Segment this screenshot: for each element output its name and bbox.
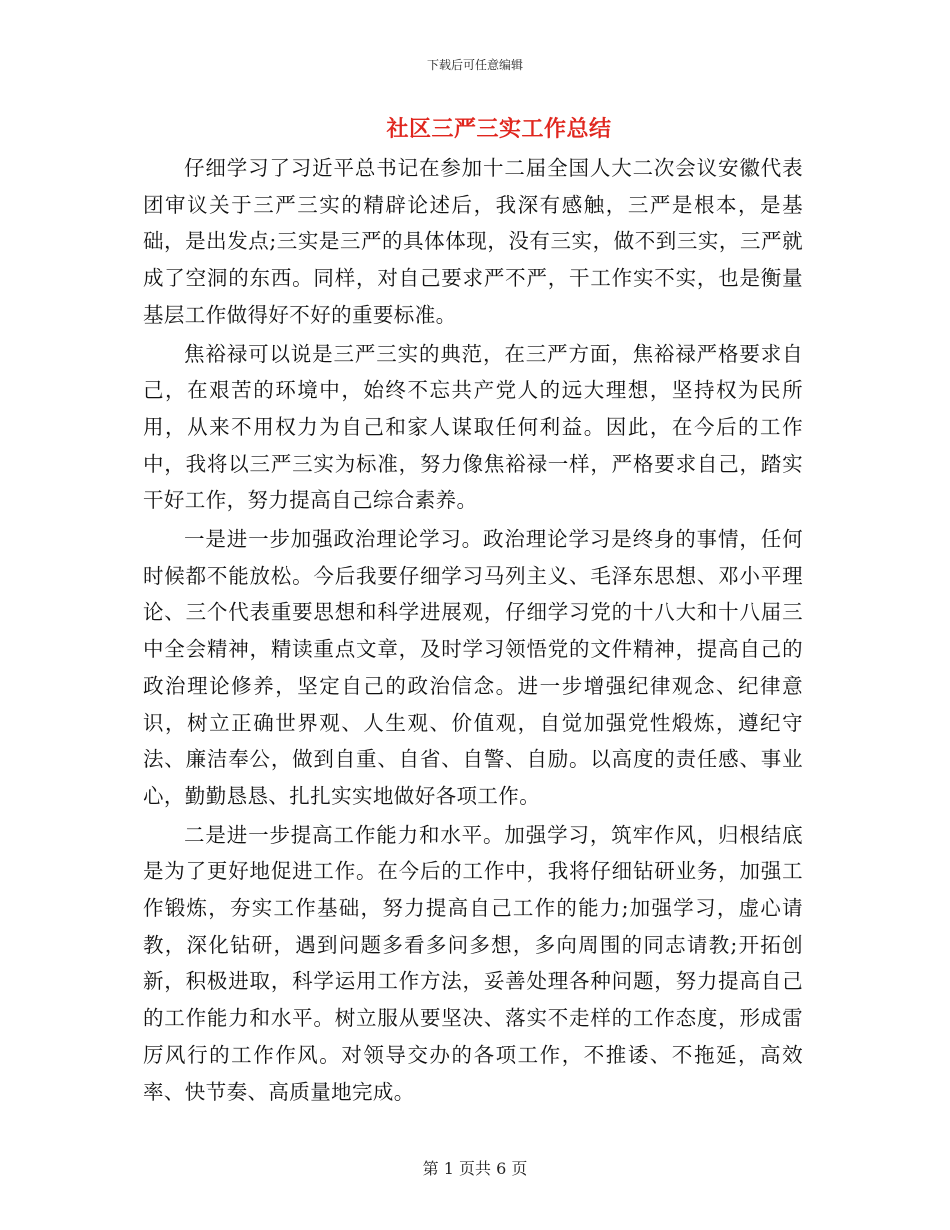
paragraph: 二是进一步提高工作能力和水平。加强学习，筑牢作风，归根结底是为了更好地促进工作。在今后的工作中，我将仔细钻研业务，加强工作锻炼，夯实工作基础，努力提高自己工作的能力;加强学习，虚心请教，深化钻研，遇到问题多看多问多想，多向周围的同志请教;开拓创新，积极进取，科学运用工作方法，妥善处理各种问题，努力提高自己的工作能力和水平。树立服从要坚决、落实不走样的工作态度，形成雷厉风行的工作作风。对领导交办的各项工作，不推诿、不拖延，高效率、快节奏、高质量地完成。 (143, 822, 803, 1104)
page-number: 第 1 页共 6 页 (422, 1159, 528, 1178)
document-title: 社区三严三实工作总结 (386, 117, 612, 142)
paragraph: 焦裕禄可以说是三严三实的典范，在三严方面，焦裕禄严格要求自己，在艰苦的环境中，始终不忘共产党人的远大理想，坚持权为民所用，从来不用权力为自己和家人谋取任何利益。因此，在今后的工作中，我将以三严三实为标准，努力像焦裕禄一样，严格要求自己，踏实干好工作，努力提高自己综合素养。 (143, 341, 803, 513)
paragraph: 一是进一步加强政治理论学习。政治理论学习是终身的事情，任何时候都不能放松。今后我要仔细学习马列主义、毛泽东思想、邓小平理论、三个代表重要思想和科学进展观，仔细学习党的十八大和十八届三中全会精神，精读重点文章，及时学习领悟党的文件精神，提高自己的政治理论修养，坚定自己的政治信念。进一步增强纪律观念、纪律意识，树立正确世界观、人生观、价值观，自觉加强党性煅炼，遵纪守法、廉洁奉公，做到自重、自省、自警、自励。以高度的责任感、事业心，勤勤恳恳、扎扎实实地做好各项工作。 (143, 527, 803, 808)
page-header-note: 下载后可任意编辑 (426, 58, 523, 72)
paragraph: 仔细学习了习近平总书记在参加十二届全国人大二次会议安徽代表团审议关于三严三实的精辟论述后，我深有感触，三严是根本，是基础，是出发点;三实是三严的具体体现，没有三实，做不到三实，三严就成了空洞的东西。同样，对自己要求严不严，干工作实不实，也是衡量基层工作做得好不好的重要标准。 (143, 156, 803, 327)
document-body (143, 150, 803, 1112)
